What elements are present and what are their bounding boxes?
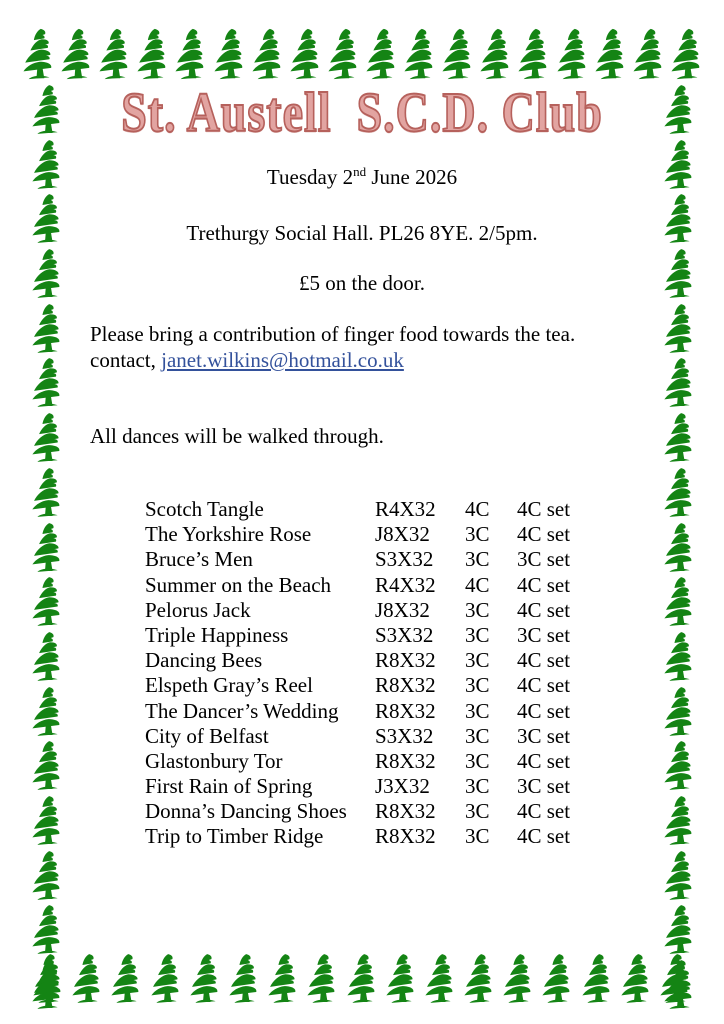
dance-set-size: 4C set	[517, 572, 571, 597]
dance-row	[145, 522, 570, 547]
border-bottom	[30, 953, 694, 1004]
christmas-tree-icon	[29, 303, 66, 354]
title-wrap	[0, 80, 724, 144]
dance-set-size: 4C set	[517, 748, 571, 773]
dance-couples: 3C	[465, 622, 490, 647]
dance-name: Trip to Timber Ridge	[145, 824, 324, 849]
event-venue: Trethurgy Social Hall. PL26 8YE. 2/5pm.	[186, 221, 538, 245]
christmas-tree-icon	[661, 303, 698, 354]
event-date-prefix: Tuesday 2	[266, 165, 354, 189]
dance-couples: 3C	[465, 774, 490, 799]
christmas-tree-icon	[668, 24, 706, 84]
border-top	[20, 24, 706, 84]
christmas-tree-icon	[265, 953, 302, 1004]
christmas-tree-icon	[134, 24, 172, 84]
dance-row	[145, 623, 570, 648]
event-date-ordinal: nd	[353, 164, 367, 179]
christmas-tree-icon	[515, 24, 553, 84]
christmas-tree-icon	[661, 357, 698, 408]
christmas-tree-icon	[211, 24, 249, 84]
christmas-tree-icon	[226, 953, 263, 1004]
dance-couples: 3C	[465, 522, 490, 547]
christmas-tree-icon	[96, 24, 134, 84]
dance-set-size: 4C set	[517, 522, 571, 547]
christmas-tree-icon	[661, 522, 698, 573]
christmas-tree-icon	[661, 740, 698, 791]
dance-set-size: 4C set	[517, 824, 571, 849]
christmas-tree-icon	[579, 953, 616, 1004]
dance-name: Glastonbury Tor	[145, 748, 283, 773]
christmas-tree-icon	[618, 953, 655, 1004]
dance-row	[145, 824, 570, 849]
dance-name: Triple Happiness	[145, 622, 289, 647]
christmas-tree-icon	[661, 576, 698, 627]
christmas-tree-icon	[325, 24, 363, 84]
christmas-tree-icon	[287, 24, 325, 84]
christmas-tree-icon	[401, 24, 439, 84]
dance-row	[145, 648, 570, 673]
dance-name: Pelorus Jack	[145, 597, 251, 622]
dance-name: Bruce’s Men	[145, 547, 253, 572]
dance-name: The Dancer’s Wedding	[145, 698, 339, 723]
christmas-tree-icon	[477, 24, 515, 84]
dance-name: First Rain of Spring	[145, 774, 313, 799]
dance-formula: R8X32	[375, 698, 436, 723]
christmas-tree-icon	[554, 24, 592, 84]
christmas-tree-icon	[249, 24, 287, 84]
dance-row	[145, 573, 570, 598]
dance-name: Dancing Bees	[145, 648, 263, 673]
dance-name: Summer on the Beach	[145, 572, 332, 597]
dance-formula: J8X32	[375, 522, 430, 547]
christmas-tree-icon	[20, 24, 58, 84]
food-note: Please bring a contribution of finger food towards the tea.	[90, 322, 576, 346]
christmas-tree-icon	[29, 740, 66, 791]
border-right	[656, 84, 702, 1010]
christmas-tree-icon	[29, 412, 66, 463]
contact-email-link[interactable]: janet.wilkins@hotmail.co.uk	[161, 348, 404, 372]
dance-formula: R8X32	[375, 673, 436, 698]
christmas-tree-icon	[148, 953, 185, 1004]
dance-couples: 3C	[465, 597, 490, 622]
dance-set-size: 3C set	[517, 547, 571, 572]
dance-row	[145, 774, 570, 799]
christmas-tree-icon	[29, 357, 66, 408]
christmas-tree-icon	[58, 24, 96, 84]
dance-couples: 3C	[465, 723, 490, 748]
dance-name: Scotch Tangle	[145, 497, 264, 521]
dance-couples: 4C	[465, 497, 490, 521]
dance-set-size: 4C set	[517, 497, 571, 521]
dance-row	[145, 598, 570, 623]
christmas-tree-icon	[661, 248, 698, 299]
christmas-tree-icon	[363, 24, 401, 84]
dance-set-size: 3C set	[517, 723, 571, 748]
food-note-block	[90, 321, 654, 373]
dance-formula: R4X32	[375, 497, 436, 521]
dance-formula: S3X32	[375, 622, 434, 647]
dance-formula: S3X32	[375, 723, 434, 748]
walkthrough-note: All dances will be walked through.	[90, 424, 384, 448]
christmas-tree-icon	[29, 576, 66, 627]
christmas-tree-icon	[108, 953, 145, 1004]
christmas-tree-icon	[661, 904, 698, 955]
christmas-tree-icon	[29, 795, 66, 846]
dance-row	[145, 699, 570, 724]
event-price: £5 on the door.	[299, 271, 425, 295]
christmas-tree-icon	[500, 953, 537, 1004]
christmas-tree-icon	[661, 959, 698, 1010]
christmas-tree-icon	[630, 24, 668, 84]
dance-row	[145, 673, 570, 698]
dance-set-size: 3C set	[517, 622, 571, 647]
christmas-tree-icon	[344, 953, 381, 1004]
dance-row	[145, 799, 570, 824]
dance-row	[145, 497, 570, 522]
christmas-tree-icon	[304, 953, 341, 1004]
christmas-tree-icon	[29, 193, 66, 244]
christmas-tree-icon	[661, 850, 698, 901]
dance-formula: R8X32	[375, 799, 436, 824]
dance-couples: 4C	[465, 572, 490, 597]
dance-couples: 3C	[465, 673, 490, 698]
christmas-tree-icon	[383, 953, 420, 1004]
dance-set-size: 4C set	[517, 597, 571, 622]
dance-set-size: 4C set	[517, 673, 571, 698]
christmas-tree-icon	[439, 24, 477, 84]
dance-row	[145, 547, 570, 572]
dance-set-size: 4C set	[517, 648, 571, 673]
dance-couples: 3C	[465, 824, 490, 849]
dance-formula: S3X32	[375, 547, 434, 572]
christmas-tree-icon	[29, 139, 66, 190]
christmas-tree-icon	[29, 522, 66, 573]
christmas-tree-icon	[29, 850, 66, 901]
christmas-tree-icon	[661, 139, 698, 190]
dance-name: Donna’s Dancing Shoes	[145, 799, 347, 824]
dance-formula: R4X32	[375, 572, 436, 597]
christmas-tree-icon	[661, 467, 698, 518]
dance-couples: 3C	[465, 648, 490, 673]
dance-formula: J3X32	[375, 774, 430, 799]
christmas-tree-icon	[661, 795, 698, 846]
christmas-tree-icon	[661, 412, 698, 463]
contact-label: contact,	[90, 348, 162, 372]
christmas-tree-icon	[592, 24, 630, 84]
dance-couples: 3C	[465, 799, 490, 824]
dance-row	[145, 749, 570, 774]
christmas-tree-icon	[69, 953, 106, 1004]
christmas-tree-icon	[661, 193, 698, 244]
christmas-tree-icon	[539, 953, 576, 1004]
christmas-tree-icon	[29, 959, 66, 1010]
christmas-tree-icon	[461, 953, 498, 1004]
dance-formula: R8X32	[375, 824, 436, 849]
christmas-tree-icon	[29, 248, 66, 299]
christmas-tree-icon	[172, 24, 210, 84]
christmas-tree-icon	[187, 953, 224, 1004]
dance-set-size: 4C set	[517, 799, 571, 824]
dance-couples: 3C	[465, 748, 490, 773]
page-title: St. Austell S.C.D. Club	[121, 81, 603, 144]
dance-name: Elspeth Gray’s Reel	[145, 673, 313, 698]
dance-formula: J8X32	[375, 597, 430, 622]
dance-name: The Yorkshire Rose	[145, 522, 312, 547]
dance-couples: 3C	[465, 698, 490, 723]
dance-table	[145, 497, 570, 850]
dance-row	[145, 724, 570, 749]
christmas-tree-icon	[661, 686, 698, 737]
christmas-tree-icon	[661, 631, 698, 682]
christmas-tree-icon	[29, 686, 66, 737]
dance-name: City of Belfast	[145, 723, 269, 748]
christmas-tree-icon	[422, 953, 459, 1004]
dance-formula: R8X32	[375, 748, 436, 773]
dance-couples: 3C	[465, 547, 490, 572]
dance-set-size: 3C set	[517, 774, 571, 799]
christmas-tree-icon	[29, 467, 66, 518]
christmas-tree-icon	[29, 904, 66, 955]
dance-formula: R8X32	[375, 648, 436, 673]
event-date	[70, 165, 654, 190]
event-date-suffix: June 2026	[366, 165, 458, 189]
christmas-tree-icon	[29, 631, 66, 682]
dance-set-size: 4C set	[517, 698, 571, 723]
border-left	[24, 84, 70, 1010]
